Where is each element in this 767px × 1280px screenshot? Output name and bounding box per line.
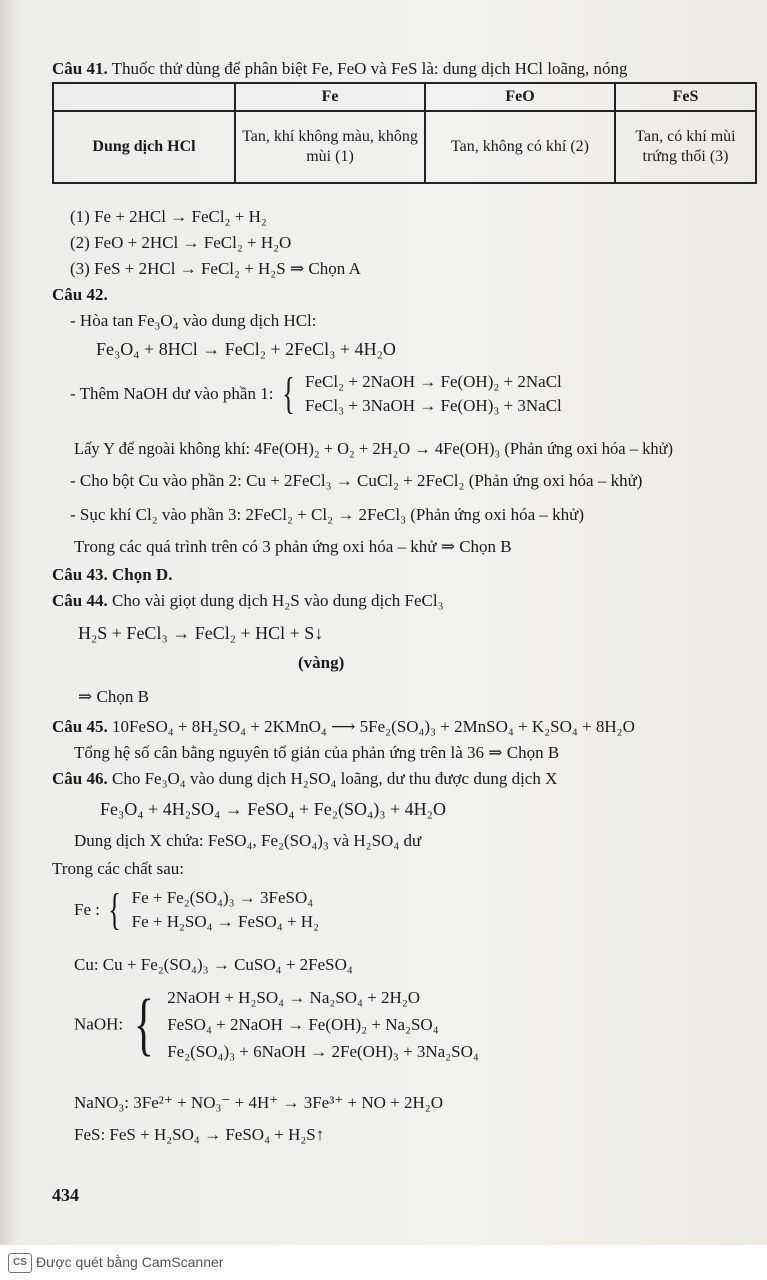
- q41-table-row: [53, 111, 756, 183]
- q46-naoh-eq-a: 2NaOH + H₂SO₄ → Na₂SO₄ + 2H₂O: [167, 988, 421, 1007]
- brace-icon: {: [281, 369, 295, 418]
- q41-row-label: Dung dịch HCl: [53, 111, 235, 183]
- q46-fe-label: Fe :: [74, 900, 100, 919]
- q42-line4: Lấy Y để ngoài không khí: 4Fe(OH)₂ + O₂ + 2H₂O → 4Fe(OH)₃ (Phản ứng oxi hóa – khử): [74, 439, 674, 458]
- q41-cell-fes: Tan, có khí mùi trứng thối (3): [615, 111, 756, 183]
- q42-line3-system: [305, 370, 562, 418]
- q42-line7: Trong các quá trình trên có 3 phản ứng oxi hóa – khử ⇒ Chọn B: [74, 537, 512, 556]
- q46-naoh-eq-b: FeSO₄ + 2NaOH → Fe(OH)₂ + Na₂SO₄: [167, 1015, 439, 1034]
- q46-fe-system: [132, 886, 319, 934]
- q46-nano3: NaNO₃: 3Fe²⁺ + NO₃⁻ + 4H⁺ → 3Fe³⁺ + NO + 2H₂O: [74, 1093, 444, 1112]
- q45-title: [52, 716, 635, 738]
- q44-title: [52, 590, 444, 612]
- q42-line2: Fe₃O₄ + 8HCl → FeCl₂ + 2FeCl₃ + 4H₂O: [96, 339, 396, 359]
- q44-label: Câu 44.: [52, 591, 108, 610]
- q41-table-header: [53, 83, 756, 111]
- q42-line6: - Sục khí Cl₂ vào phần 3: 2FeCl₂ + Cl₂ → 2FeCl₃ (Phản ứng oxi hóa – khử): [70, 505, 585, 524]
- brace-icon: {: [108, 885, 122, 934]
- q46-fe: [74, 886, 319, 938]
- scanner-footer-text: Được quét bằng CamScanner: [36, 1254, 224, 1270]
- camscanner-logo-icon: CS: [8, 1253, 32, 1273]
- q41-label: Câu 41.: [52, 59, 108, 78]
- q44-text: Cho vài giọt dung dịch H₂S vào dung dịch FeCl₃: [107, 591, 444, 610]
- q44-answer: ⇒ Chọn B: [78, 687, 149, 706]
- q41-table: [52, 82, 757, 184]
- q46-x-contains: Dung dịch X chứa: FeSO₄, Fe₂(SO₄)₃ và H₂SO₄ dư: [74, 831, 422, 850]
- q41-text: Thuốc thử dùng để phân biệt Fe, FeO và FeS là: dung dịch HCl loãng, nóng: [107, 59, 628, 78]
- q41-eq1: (1) Fe + 2HCl → FeCl₂ + H₂: [70, 207, 267, 226]
- q41-title: [52, 58, 628, 80]
- q44-note: (vàng): [298, 653, 345, 672]
- q45-label: Câu 45.: [52, 717, 108, 736]
- brace-icon: {: [134, 985, 155, 1063]
- q41-header-fes: FeS: [615, 83, 756, 111]
- q42-line5: - Cho bột Cu vào phần 2: Cu + 2FeCl₃ → CuCl₂ + 2FeCl₂ (Phản ứng oxi hóa – khử): [70, 471, 643, 490]
- q44-equation: H₂S + FeCl₃ → FeCl₂ + HCl + S↓: [78, 623, 324, 643]
- q42-line3-eq-b: FeCl₃ + 3NaOH → Fe(OH)₃ + 3NaCl: [305, 396, 562, 415]
- q46-label: Câu 46.: [52, 769, 108, 788]
- q41-cell-fe: Tan, khí không màu, không mùi (1): [235, 111, 425, 183]
- q46-title: [52, 768, 557, 790]
- scanner-footer: [0, 1245, 767, 1280]
- q42-line3-eq-a: FeCl₂ + 2NaOH → Fe(OH)₂ + 2NaCl: [305, 372, 562, 391]
- page-number: 434: [52, 1185, 79, 1205]
- q46-naoh-eq-c: Fe₂(SO₄)₃ + 6NaOH → 2Fe(OH)₃ + 3Na₂SO₄: [167, 1042, 479, 1061]
- q46-cu: Cu: Cu + Fe₂(SO₄)₃ → CuSO₄ + 2FeSO₄: [74, 955, 353, 974]
- q42-line3: [70, 370, 562, 422]
- q43-text: Câu 43. Chọn D.: [52, 565, 173, 584]
- q41-header-fe: Fe: [235, 83, 425, 111]
- q42-line1: - Hòa tan Fe₃O₄ vào dung dịch HCl:: [70, 311, 317, 330]
- q41-header-feo: FeO: [425, 83, 615, 111]
- q46-fe-eq-a: Fe + Fe₂(SO₄)₃ → 3FeSO₄: [131, 888, 314, 907]
- q45-equation: 10FeSO₄ + 8H₂SO₄ + 2KMnO₄ ⟶ 5Fe₂(SO₄)₃ + 2MnSO₄ + K₂SO₄ + 8H₂O: [107, 717, 635, 736]
- q46-text: Cho Fe₃O₄ vào dung dịch H₂SO₄ loãng, dư thu được dung dịch X: [107, 769, 558, 788]
- q45-note: Tổng hệ số cân bằng nguyên tố giản của phản ứng trên là 36 ⇒ Chọn B: [74, 743, 560, 762]
- q46-fes: FeS: FeS + H₂SO₄ → FeSO₄ + H₂S↑: [74, 1125, 325, 1144]
- q46-fe-eq-b: Fe + H₂SO₄ → FeSO₄ + H₂: [131, 912, 320, 931]
- q41-cell-feo: Tan, không có khí (2): [425, 111, 615, 183]
- q42-title: Câu 42.: [52, 285, 108, 304]
- q46-among: Trong các chất sau:: [52, 859, 185, 878]
- q41-header-empty: [53, 83, 235, 111]
- q46-naoh: [74, 984, 479, 1068]
- q41-eq2: (2) FeO + 2HCl → FeCl₂ + H₂O: [70, 233, 292, 252]
- q46-equation: Fe₃O₄ + 4H₂SO₄ → FeSO₄ + Fe₂(SO₄)₃ + 4H₂O: [100, 799, 446, 819]
- q46-naoh-system: [167, 984, 479, 1065]
- q42-line3-label: - Thêm NaOH dư vào phần 1:: [70, 384, 274, 403]
- q46-naoh-label: NaOH:: [74, 1014, 124, 1034]
- q41-eq3: (3) FeS + 2HCl → FeCl₂ + H₂S ⇒ Chọn A: [70, 259, 361, 278]
